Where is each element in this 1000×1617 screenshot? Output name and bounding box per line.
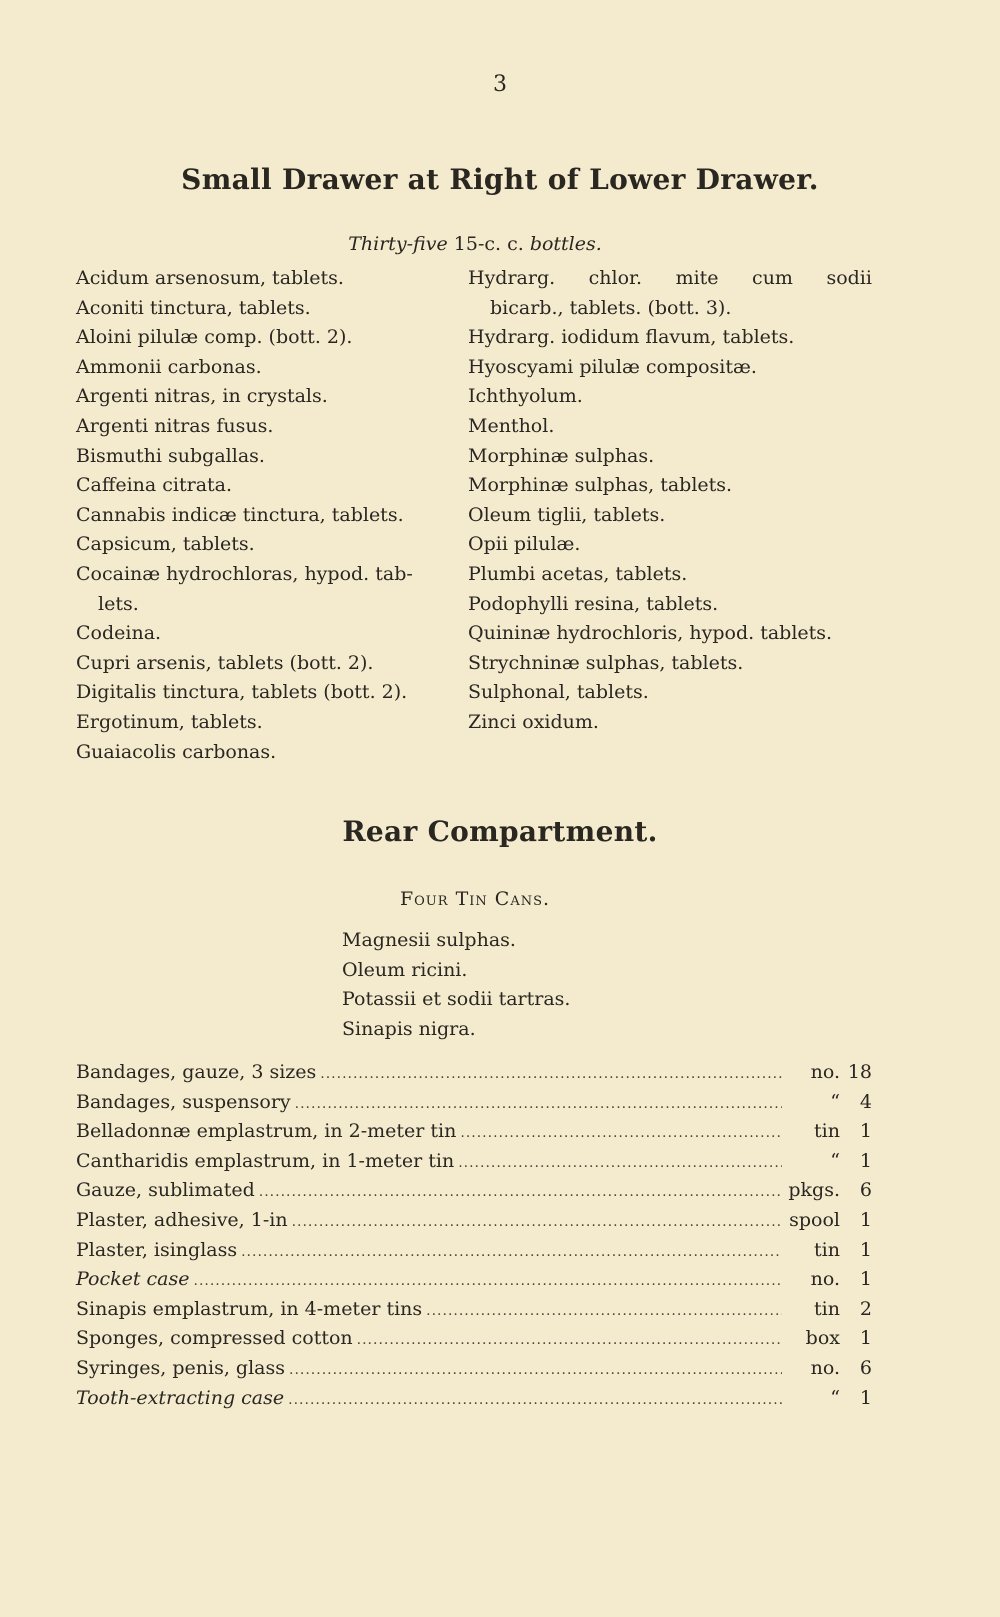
table-row: [76, 1088, 872, 1118]
supply-unit: tin: [814, 1297, 840, 1320]
table-row: [76, 1147, 872, 1177]
supply-name: Bandages, suspensory: [76, 1090, 291, 1113]
leader-dots: [194, 1267, 783, 1297]
table-row: [76, 1176, 872, 1206]
supply-name: Plaster, adhesive, 1-in: [76, 1208, 288, 1231]
leader-dots: [426, 1297, 782, 1327]
subtitle-volume: 15-c. c.: [453, 233, 524, 255]
section-title-small-drawer: Small Drawer at Right of Lower Drawer.: [181, 163, 819, 196]
list-item: Podophylli resina, tablets.: [468, 592, 719, 615]
list-item: Plumbi acetas, tablets.: [468, 562, 688, 585]
list-item: Morphinæ sulphas.: [468, 444, 655, 467]
list-item: [468, 264, 872, 294]
word: cum: [752, 267, 793, 289]
supply-quantity: 1: [859, 1208, 872, 1231]
subtitle-italic-bottles: bottles.: [529, 233, 602, 255]
supply-name: Bandages, gauze, 3 sizes: [76, 1061, 317, 1083]
supply-name: Sinapis emplastrum, in 4-meter tins: [76, 1297, 423, 1320]
supplies-table: [76, 1058, 872, 1413]
list-item: Cupri arsenis, tablets (bott. 2).: [76, 651, 374, 674]
word: Hydrarg.: [468, 267, 556, 289]
tin-cans-list: [342, 926, 570, 1044]
supply-unit: box: [805, 1327, 840, 1350]
list-item: Oleum tiglii, tablets.: [468, 503, 666, 526]
list-item: Argenti nitras, in crystals.: [76, 385, 328, 408]
supply-quantity: 6: [859, 1179, 872, 1202]
supply-name: Sponges, compressed cotton: [76, 1327, 353, 1350]
supply-name: Syringes, penis, glass: [76, 1356, 285, 1379]
supply-quantity: 4: [859, 1090, 872, 1113]
supply-quantity: 1: [859, 1386, 872, 1409]
drug-list-right: [468, 264, 872, 738]
list-item: Codeina.: [76, 622, 162, 645]
supply-unit: no.: [810, 1356, 840, 1379]
supply-name: Tooth-extracting case: [76, 1386, 285, 1409]
list-item: Opii pilulæ.: [468, 533, 581, 556]
supply-unit: no.: [810, 1268, 840, 1291]
supply-unit: “: [830, 1386, 840, 1409]
list-item: Aconiti tinctura, tablets.: [76, 296, 311, 319]
list-item: Magnesii sulphas.: [342, 929, 516, 951]
page-number: 3: [493, 72, 507, 97]
supply-unit: “: [830, 1149, 840, 1172]
table-row: [76, 1236, 872, 1266]
table-row: [76, 1324, 872, 1354]
supply-unit: pkgs.: [788, 1179, 840, 1202]
leader-dots: [357, 1326, 782, 1356]
word: sodii: [826, 267, 872, 289]
list-item: Hyoscyami pilulæ compositæ.: [468, 355, 757, 378]
table-row: [76, 1117, 872, 1147]
list-item-continuation: bicarb., tablets. (bott. 3).: [490, 296, 732, 319]
subtitle-italic-count: Thirty-five: [348, 233, 448, 255]
list-item-continuation: lets.: [98, 592, 139, 615]
list-item: Oleum ricini.: [342, 958, 468, 981]
table-row: [76, 1384, 872, 1414]
leader-dots: [241, 1238, 782, 1268]
supply-quantity: 6: [859, 1356, 872, 1379]
leader-dots: [259, 1178, 782, 1208]
section-subtitle-bottles: [0, 233, 950, 255]
list-item: Capsicum, tablets.: [76, 533, 255, 556]
list-item: Sulphonal, tablets.: [468, 681, 649, 704]
list-item: Ammonii carbonas.: [76, 355, 262, 378]
table-row: [76, 1295, 872, 1325]
list-item: Zinci oxidum.: [468, 710, 599, 733]
supply-name: Gauze, sublimated: [76, 1179, 255, 1202]
list-item: Morphinæ sulphas, tablets.: [468, 474, 733, 497]
supply-unit: spool: [789, 1208, 840, 1231]
leader-dots: [320, 1060, 782, 1090]
leader-dots: [288, 1386, 782, 1416]
list-item: Argenti nitras fusus.: [76, 414, 274, 437]
leader-dots: [460, 1119, 782, 1149]
table-row: [76, 1058, 872, 1088]
list-item: Potassii et sodii tartras.: [342, 988, 571, 1011]
leader-dots: [295, 1090, 782, 1120]
list-item: Guaiacolis carbonas.: [76, 740, 277, 763]
supply-name: Cantharidis emplastrum, in 1-meter tin: [76, 1149, 455, 1172]
section-subtitle-tin-cans: Four Tin Cans.: [399, 888, 551, 910]
supply-unit: no.: [810, 1061, 840, 1083]
supply-quantity: 1: [859, 1327, 872, 1350]
list-item: Cocainæ hydrochloras, hypod. tab-: [76, 562, 413, 585]
list-item: Hydrarg. iodidum flavum, tablets.: [468, 326, 795, 349]
supply-quantity: 1: [859, 1149, 872, 1172]
supply-quantity: 2: [859, 1297, 872, 1320]
leader-dots: [289, 1356, 782, 1386]
list-item: Strychninæ sulphas, tablets.: [468, 651, 744, 674]
list-item: Acidum arsenosum, tablets.: [76, 267, 344, 289]
supply-quantity: 1: [859, 1120, 872, 1143]
list-item: Aloini pilulæ comp. (bott. 2).: [76, 326, 353, 349]
list-item: Menthol.: [468, 414, 555, 437]
supply-name: Pocket case: [76, 1268, 190, 1291]
drug-list-left: [76, 264, 456, 767]
leader-dots: [292, 1208, 782, 1238]
supply-quantity: 1: [859, 1268, 872, 1291]
list-item: Ichthyolum.: [468, 385, 583, 408]
table-row: [76, 1206, 872, 1236]
list-item: Caffeina citrata.: [76, 474, 233, 497]
list-item: Quininæ hydrochloris, hypod. tablets.: [468, 622, 833, 645]
word: mite: [675, 267, 719, 289]
supply-name: Plaster, isinglass: [76, 1238, 238, 1261]
list-item: Cannabis indicæ tinctura, tablets.: [76, 503, 404, 526]
supply-unit: tin: [814, 1120, 840, 1143]
leader-dots: [458, 1149, 782, 1179]
supply-quantity: 18: [847, 1061, 872, 1083]
supply-name: Belladonnæ emplastrum, in 2-meter tin: [76, 1120, 457, 1143]
list-item: Ergotinum, tablets.: [76, 710, 263, 733]
list-item: Bismuthi subgallas.: [76, 444, 265, 467]
supply-quantity: 1: [859, 1238, 872, 1261]
word: chlor.: [588, 267, 643, 289]
list-item: Digitalis tinctura, tablets (bott. 2).: [76, 681, 408, 704]
supply-unit: tin: [814, 1238, 840, 1261]
table-row: [76, 1354, 872, 1384]
section-title-rear-compartment: Rear Compartment.: [342, 815, 658, 848]
list-item: Sinapis nigra.: [342, 1017, 476, 1040]
supply-unit: “: [830, 1090, 840, 1113]
table-row: [76, 1265, 872, 1295]
